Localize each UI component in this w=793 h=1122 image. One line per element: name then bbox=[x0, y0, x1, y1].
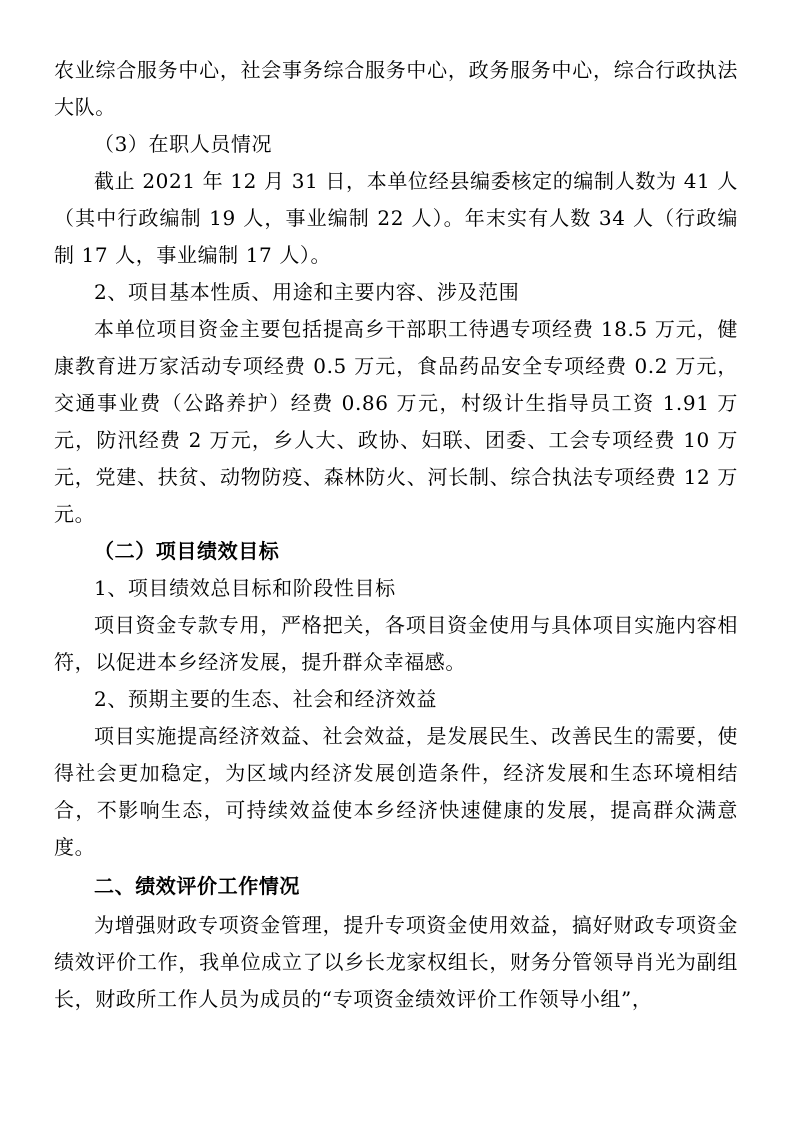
section-heading-evaluation-work: 二、绩效评价工作情况 bbox=[94, 874, 300, 898]
paragraph-evaluation-work: 为增强财政专项资金管理，提升专项资金使用效益，搞好财政专项资金绩效评价工作，我单位成立了以乡长龙家权组长，财务分管领导肖光为副组长，财政所工作人员为成员的“专项资金绩效评价工作领导小组”， bbox=[54, 913, 738, 1011]
subheading-overall-goals: 1、项目绩效总目标和阶段性目标 bbox=[94, 576, 396, 600]
paragraph-expected-benefits: 项目实施提高经济效益、社会效益，是发展民生、改善民生的需要，使得社会更加稳定，为区域内经济发展创造条件，经济发展和生态环境相结合，不影响生态，可持续效益使本乡经济快速健康的发展，提高群众满意度。 bbox=[54, 724, 738, 859]
subheading-expected-benefits: 2、预期主要的生态、社会和经济效益 bbox=[94, 687, 437, 711]
document-page bbox=[54, 52, 738, 1018]
section-heading-performance-goals: （二）项目绩效目标 bbox=[94, 539, 280, 563]
paragraph-institutions: 农业综合服务中心，社会事务综合服务中心，政务服务中心，综合行政执法大队。 bbox=[54, 58, 738, 119]
subheading-project-nature: 2、项目基本性质、用途和主要内容、涉及范围 bbox=[94, 280, 520, 304]
paragraph-project-funds: 本单位项目资金主要包括提高乡干部职工待遇专项经费 18.5 万元，健康教育进万家活动专项经费 0.5 万元，食品药品安全专项经费 0.2 万元，交通事业费（公路养护）经费 0.86 万元，村级计生指导员工资 1.91 万元，防汛经费 2 万元，乡人大、政协、妇联、团委、工会专项经费 10 万元，党建、扶贫、动物防疫、森林防火、河长制、综合执法专项经费 12 万元。 bbox=[54, 317, 738, 526]
paragraph-overall-goals: 项目资金专款专用，严格把关，各项目资金使用与具体项目实施内容相符，以促进本乡经济发展，提升群众幸福感。 bbox=[54, 613, 738, 674]
paragraph-staff-numbers: 截止 2021 年 12 月 31 日，本单位经县编委核定的编制人数为 41 人（其中行政编制 19 人，事业编制 22 人）。年末实有人数 34 人（行政编制 17 人，事业编制 17 人）。 bbox=[54, 169, 738, 267]
subheading-staff-situation: （3）在职人员情况 bbox=[94, 132, 273, 156]
